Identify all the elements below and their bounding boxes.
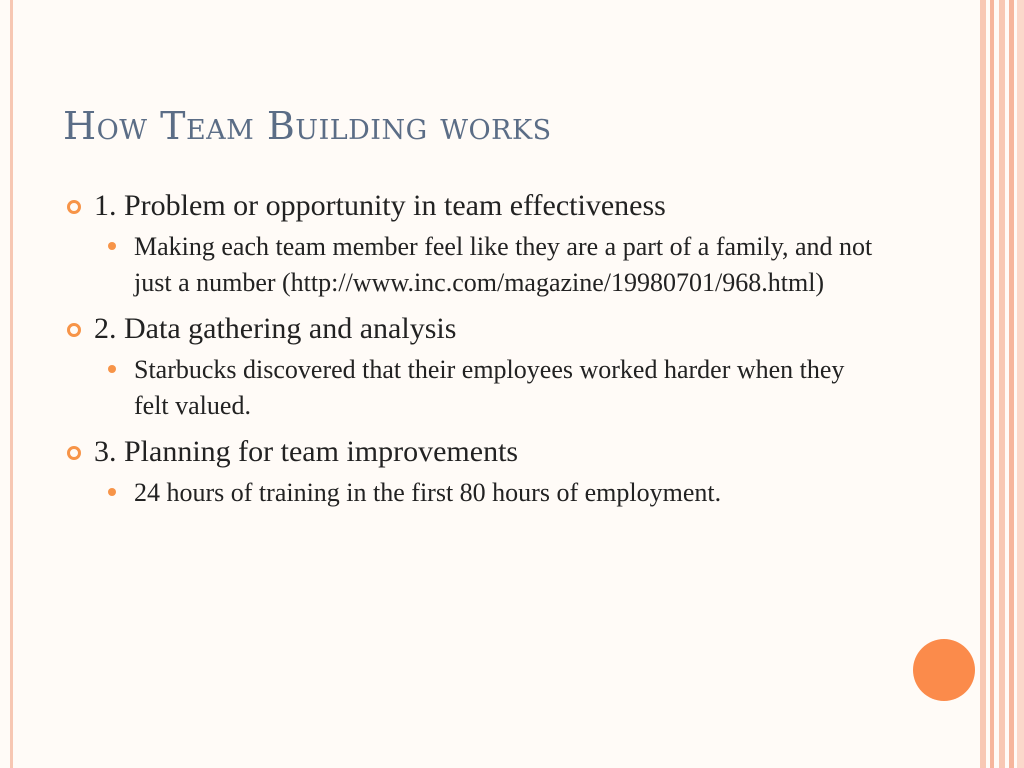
bullet-item-label: 3. Planning for team improvements (94, 435, 519, 468)
left-border-line (10, 0, 13, 768)
right-decorative-stripe (999, 0, 1005, 768)
dot-bullet-icon (108, 488, 116, 496)
sub-bullet-item-text: Making each team member feel like they are a part of a family, and not just a number (http://www.inc.com/magazine/19980701/968.html) (134, 232, 873, 297)
bullet-item (64, 186, 884, 226)
bullet-item (64, 432, 884, 472)
sub-bullet-item (64, 229, 884, 301)
decorative-circle (913, 639, 975, 701)
sub-bullet-item-text: Starbucks discovered that their employees worked harder when they felt valued. (134, 355, 845, 420)
bullet-item-label: 1. Problem or opportunity in team effectiveness (94, 189, 666, 222)
right-decorative-stripe (990, 0, 994, 768)
bullet-item-label: 2. Data gathering and analysis (94, 312, 457, 345)
sub-bullet-item-text: 24 hours of training in the first 80 hours of employment. (134, 478, 722, 507)
slide-title: How Team Building works (63, 104, 552, 148)
right-decorative-stripe (1017, 0, 1024, 768)
dot-bullet-icon (108, 365, 116, 373)
bullet-item (64, 309, 884, 349)
sub-bullet-item (64, 475, 884, 511)
ring-bullet-icon (67, 200, 81, 214)
sub-bullet-item (64, 352, 884, 424)
slide-content (64, 186, 884, 511)
ring-bullet-icon (67, 323, 81, 337)
right-decorative-stripe (1009, 0, 1014, 768)
ring-bullet-icon (67, 446, 81, 460)
right-decorative-stripe (980, 0, 986, 768)
dot-bullet-icon (108, 242, 116, 250)
